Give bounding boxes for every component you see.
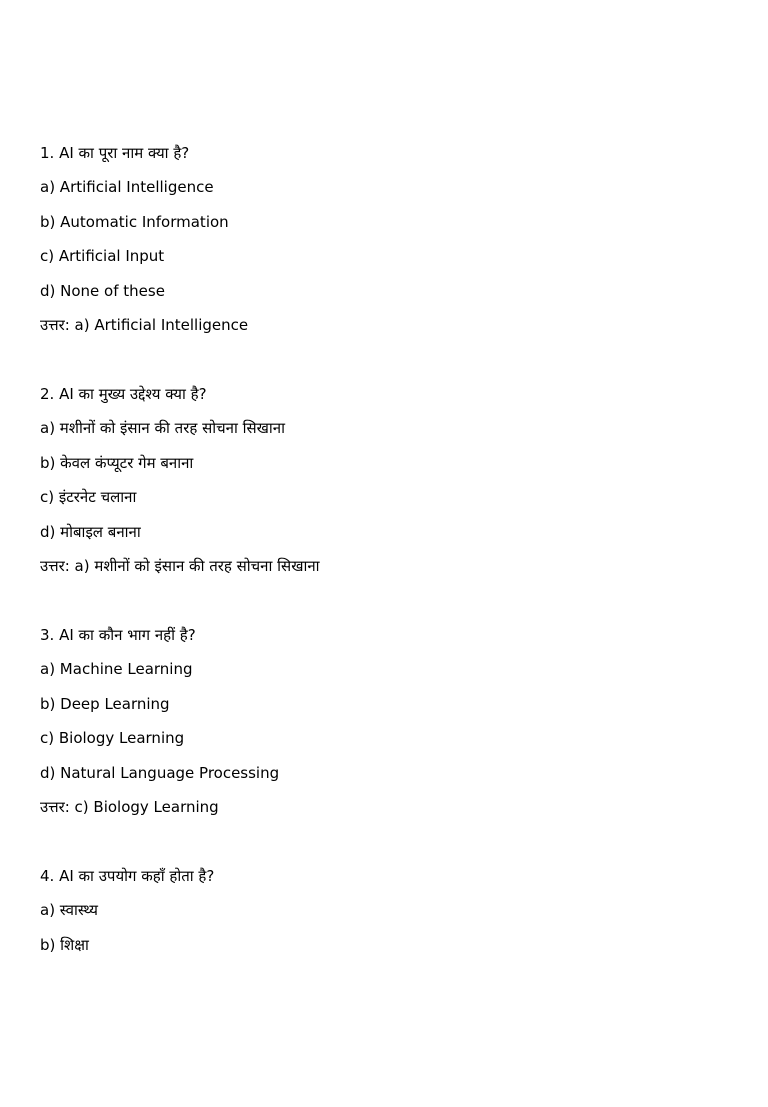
option-c: c) Artificial Input bbox=[40, 247, 165, 266]
question-text: 1. AI का पूरा नाम क्या है? bbox=[40, 144, 190, 162]
question-text: 2. AI का मुख्य उद्देश्य क्या है? bbox=[40, 385, 207, 403]
answer-text: उत्तर: a) मशीनों को इंसान की तरह सोचना सिखाना bbox=[40, 556, 320, 575]
option-b: b) शिक्षा bbox=[40, 935, 89, 954]
option-d: d) None of these bbox=[40, 281, 165, 300]
answer-text: उत्तर: a) Artificial Intelligence bbox=[40, 315, 249, 334]
question-block-4 bbox=[40, 866, 740, 1107]
question-block-2 bbox=[40, 384, 740, 625]
option-c: c) इंटरनेट चलाना bbox=[40, 488, 137, 507]
option-a: a) Machine Learning bbox=[40, 660, 193, 679]
option-a: a) Artificial Intelligence bbox=[40, 178, 214, 197]
option-a: a) स्वास्थ्य bbox=[40, 901, 98, 920]
question-block-1 bbox=[40, 143, 740, 384]
option-d: d) Natural Language Processing bbox=[40, 763, 280, 782]
option-d: d) मोबाइल बनाना bbox=[40, 522, 141, 541]
quiz-content bbox=[40, 143, 740, 1107]
option-b: b) Deep Learning bbox=[40, 694, 170, 713]
answer-text: उत्तर: c) Biology Learning bbox=[40, 797, 219, 816]
option-b: b) केवल कंप्यूटर गेम बनाना bbox=[40, 453, 194, 472]
option-a: a) मशीनों को इंसान की तरह सोचना सिखाना bbox=[40, 419, 286, 438]
option-c: c) Biology Learning bbox=[40, 729, 185, 748]
question-text: 4. AI का उपयोग कहाँ होता है? bbox=[40, 867, 215, 885]
question-block-3 bbox=[40, 625, 740, 866]
question-text: 3. AI का कौन भाग नहीं है? bbox=[40, 626, 196, 644]
option-b: b) Automatic Information bbox=[40, 212, 229, 231]
